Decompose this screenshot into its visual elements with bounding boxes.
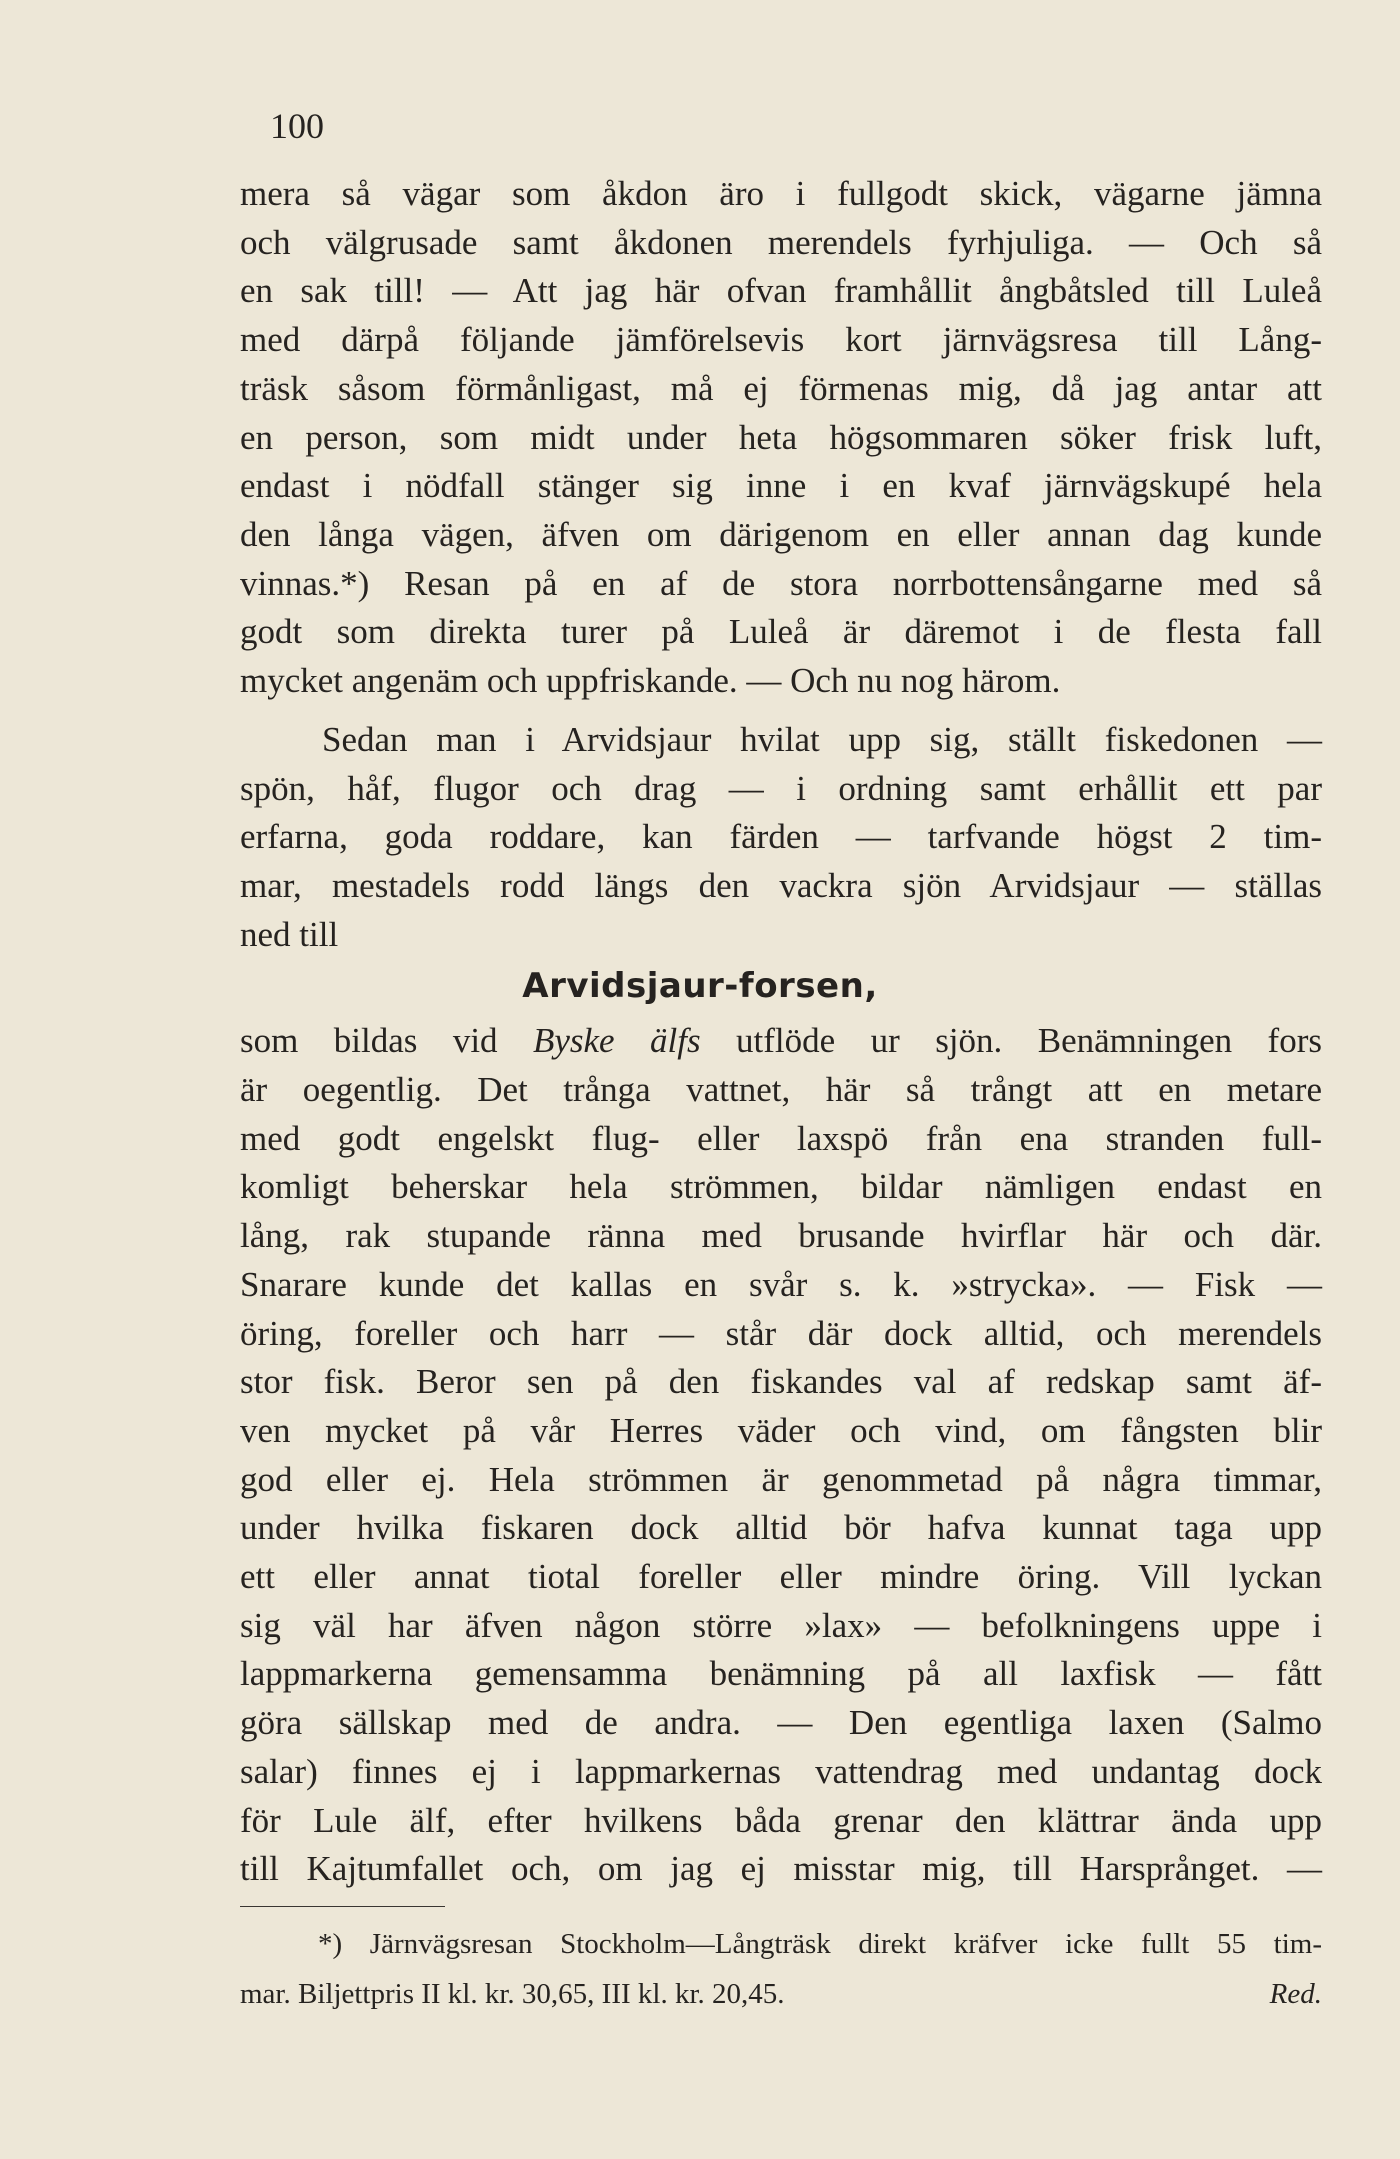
body-line: och välgrusade samt åkdonen merendels fyrhjuliga. — Och så: [240, 222, 1322, 262]
body-line: är oegentlig. Det trånga vattnet, här så trångt att en metare: [240, 1070, 1322, 1109]
body-line: lång, rak stupande ränna med brusande hvirflar här och där.: [240, 1216, 1322, 1256]
body-line: god eller ej. Hela strömmen är genommetad på några timmar,: [240, 1459, 1322, 1499]
body-line: en person, som midt under heta högsommaren söker frisk luft,: [240, 417, 1322, 457]
body-line: sig väl har äfven någon större »lax» — befolkningens uppe i: [240, 1605, 1322, 1645]
body-line: Sedan man i Arvidsjaur hvilat upp sig, ställt fiskedonen —: [322, 720, 1322, 759]
body-line: träsk såsom förmånligast, må ej förmenas mig, då jag antar att: [240, 368, 1322, 408]
body-line: vinnas.*) Resan på en af de stora norrbottensångarne med så: [240, 563, 1322, 603]
body-line: under hvilka fiskaren dock alltid bör hafva kunnat taga upp: [240, 1508, 1322, 1548]
body-line: erfarna, goda roddare, kan färden — tarfvande högst 2 tim-: [240, 817, 1322, 857]
footnote-line: *) Järnvägsresan Stockholm—Långträsk direkt kräfver icke fullt 55 tim-: [318, 1928, 1322, 1960]
body-line: den långa vägen, äfven om därigenom en eller annan dag kunde: [240, 514, 1322, 554]
footnote-line: mar. Biljettpris II kl. kr. 30,65, III kl. kr. 20,45.: [240, 1978, 785, 2010]
body-line: salar) finnes ej i lappmarkernas vattendrag med undantag dock: [240, 1751, 1322, 1791]
body-line: endast i nödfall stänger sig inne i en kvaf järnvägskupé hela: [240, 466, 1322, 506]
footnote-signature: Red.: [1269, 1978, 1322, 2010]
body-line: en sak till! — Att jag här ofvan framhållit ångbåtsled till Luleå: [240, 271, 1322, 311]
river-name: Byske älfs: [532, 1021, 701, 1060]
body-line: göra sällskap med de andra. — Den egentliga laxen (Salmo: [240, 1703, 1322, 1743]
body-line: ven mycket på vår Herres väder och vind, om fångsten blir: [240, 1410, 1322, 1450]
body-line: godt som direkta turer på Luleå är däremot i de flesta fall: [240, 612, 1322, 652]
body-line: ned till: [240, 914, 339, 954]
body-line: komligt beherskar hela strömmen, bildar nämligen endast en: [240, 1167, 1322, 1207]
body-line: öring, foreller och harr — står där dock alltid, och merendels: [240, 1313, 1322, 1353]
body-line: Snarare kunde det kallas en svår s. k. »strycka». — Fisk —: [240, 1264, 1322, 1304]
body-line: för Lule älf, efter hvilkens båda grenar den klättrar ända upp: [240, 1800, 1322, 1840]
body-line: ett eller annat tiotal foreller eller mindre öring. Vill lyckan: [240, 1557, 1322, 1596]
body-line: [240, 1017, 1322, 1065]
footnote-rule: [240, 1906, 445, 1907]
body-line: mycket angenäm och uppfriskande. — Och nu nog härom.: [240, 661, 1061, 700]
body-line: lappmarkerna gemensamma benämning på all laxfisk — fått: [240, 1654, 1322, 1694]
body-line: spön, håf, flugor och drag — i ordning samt erhållit ett par: [240, 768, 1322, 808]
section-heading: Arvidsjaur-forsen,: [522, 966, 878, 1006]
body-line: till Kajtumfallet och, om jag ej misstar mig, till Harsprånget. —: [240, 1849, 1322, 1889]
body-line: mar, mestadels rodd längs den vackra sjön Arvidsjaur — ställas: [240, 866, 1322, 906]
body-line: mera så vägar som åkdon äro i fullgodt skick, vägarne jämna: [240, 174, 1322, 213]
page-number: 100: [270, 106, 324, 146]
body-line: med godt engelskt flug- eller laxspö från ena stranden full-: [240, 1118, 1322, 1158]
body-line: stor fisk. Beror sen på den fiskandes val af redskap samt äf-: [240, 1362, 1322, 1402]
body-text: som bildas vid: [240, 1021, 533, 1060]
body-text: utflöde ur sjön. Benämningen fors: [700, 1021, 1322, 1060]
body-line: med därpå följande jämförelsevis kort järnvägsresa till Lång-: [240, 320, 1322, 360]
